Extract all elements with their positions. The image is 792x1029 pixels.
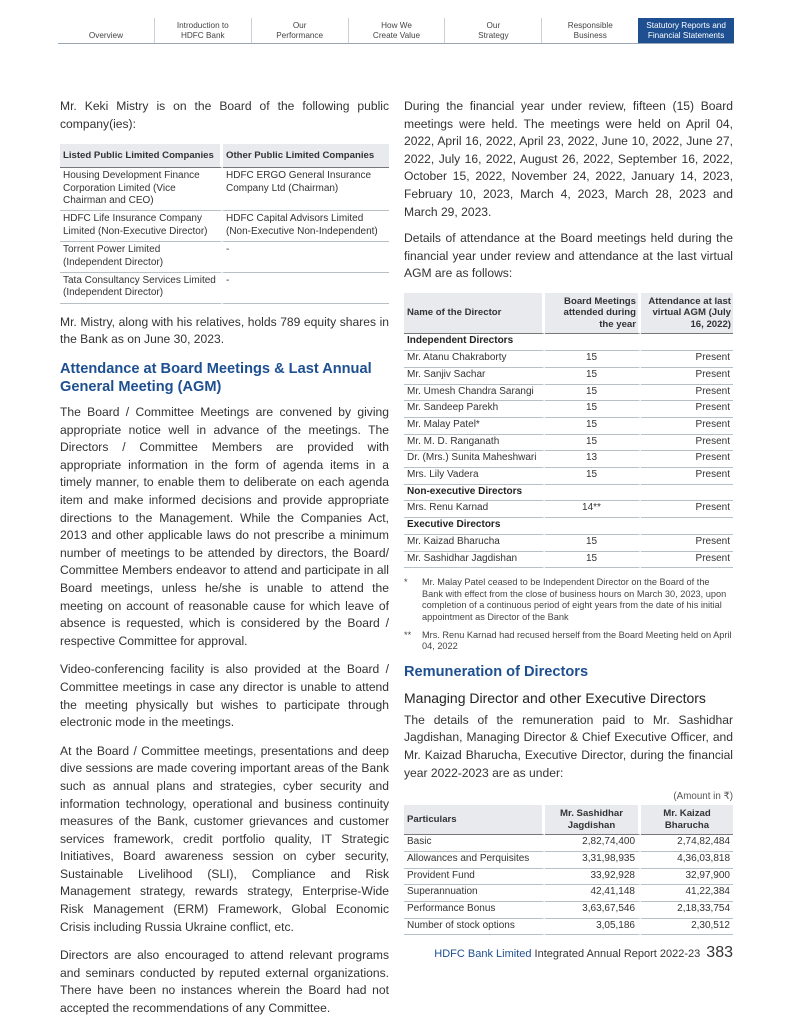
- director-name: Mrs. Renu Karnad: [404, 501, 545, 518]
- particular-label: Allowances and Perquisites: [404, 852, 545, 869]
- group-label: Executive Directors: [404, 518, 545, 535]
- table-cell: -: [223, 273, 389, 304]
- empty-cell: [641, 334, 733, 351]
- table-row: [60, 211, 389, 242]
- agm-attendance: Present: [641, 368, 733, 385]
- table-cell: Torrent Power Limited (Independent Director): [60, 242, 223, 273]
- section-heading: Attendance at Board Meetings & Last Annual General Meeting (AGM): [60, 361, 372, 396]
- table-row: [404, 451, 733, 468]
- table-header: Mr. Sashidhar Jagdishan: [545, 805, 641, 835]
- footnotes: [404, 577, 733, 653]
- table-cell: Housing Development Finance Corporation Limited (Vice Chairman and CEO): [60, 168, 223, 211]
- shares-paragraph: Mr. Mistry, along with his relatives, holds 789 equity shares in the Bank as on June 30, 2023.: [60, 314, 389, 347]
- amount-cell: 4,36,03,818: [641, 852, 733, 869]
- agm-attendance: Present: [641, 385, 733, 402]
- footer-brand: HDFC Bank Limited: [434, 948, 532, 960]
- amount-cell: 3,63,67,546: [545, 902, 641, 919]
- footnote-mark: *: [404, 577, 408, 588]
- empty-cell: [545, 518, 641, 535]
- amount-note: (Amount in ₹): [673, 791, 733, 803]
- meetings-count: 15: [545, 435, 641, 452]
- particular-label: Performance Bonus: [404, 902, 545, 919]
- body-paragraph: Directors are also encouraged to attend relevant programs and seminars conducted by reputed external organizations. There have been no instances wherein the Board had not accepted the recommendations of any Committee.: [60, 948, 389, 1016]
- tab-create-value[interactable]: How We Create Value: [348, 18, 445, 43]
- table-row: [404, 418, 733, 435]
- meetings-count: 14**: [545, 501, 641, 518]
- meetings-count: 15: [545, 468, 641, 485]
- sub-heading: Managing Director and other Executive Directors: [404, 689, 706, 706]
- table-header: Mr. Kaizad Bharucha: [641, 805, 733, 835]
- intro-paragraph: Mr. Keki Mistry is on the Board of the following public company(ies):: [60, 99, 389, 131]
- director-name: Mr. M. D. Ranganath: [404, 435, 545, 452]
- director-name: Mrs. Lily Vadera: [404, 468, 545, 485]
- table-cell: HDFC Capital Advisors Limited (Non-Executive Non-Independent): [223, 211, 389, 242]
- particular-label: Provident Fund: [404, 869, 545, 886]
- table-row: [404, 835, 733, 852]
- table-header: Listed Public Limited Companies: [60, 144, 223, 168]
- particular-label: Superannuation: [404, 885, 545, 902]
- particular-label: Number of stock options: [404, 919, 545, 936]
- table-row: [404, 368, 733, 385]
- amount-cell: 2,74,82,484: [641, 835, 733, 852]
- meetings-count: 15: [545, 535, 641, 552]
- amount-cell: 41,22,384: [641, 885, 733, 902]
- table-row: [404, 501, 733, 518]
- amount-cell: 32,97,900: [641, 869, 733, 886]
- table-row: [60, 273, 389, 304]
- tab-overview[interactable]: Overview: [88, 31, 123, 40]
- empty-cell: [545, 334, 641, 351]
- amount-cell: 2,30,512: [641, 919, 733, 936]
- body-paragraph: Video-conferencing facility is also provided at the Board / Committee meetings in case any director is unable to attend the meeting physically but wishes to participate through electronic mode in the meetings.: [60, 662, 389, 730]
- table-row: [404, 535, 733, 552]
- agm-attendance: Present: [641, 401, 733, 418]
- table-row: [404, 919, 733, 936]
- table-header: Attendance at last virtual AGM (July 16, 2022): [641, 293, 733, 335]
- amount-cell: 3,05,186: [545, 919, 641, 936]
- section-nav: [58, 18, 734, 44]
- amount-cell: 2,82,74,400: [545, 835, 641, 852]
- director-name: Mr. Sanjiv Sachar: [404, 368, 545, 385]
- director-name: Mr. Atanu Chakraborty: [404, 351, 545, 368]
- footer-report: Integrated Annual Report 2022-23: [531, 948, 701, 960]
- table-row: [404, 351, 733, 368]
- agm-attendance: Present: [641, 535, 733, 552]
- agm-attendance: Present: [641, 468, 733, 485]
- amount-cell: 42,41,148: [545, 885, 641, 902]
- tab-responsible-business[interactable]: Responsible Business: [541, 18, 638, 43]
- agm-attendance: Present: [641, 501, 733, 518]
- agm-attendance: Present: [641, 451, 733, 468]
- tab-statutory-reports[interactable]: Statutory Reports and Financial Statements: [638, 18, 734, 43]
- table-row: [404, 552, 733, 569]
- agm-attendance: Present: [641, 435, 733, 452]
- companies-table: [60, 144, 389, 304]
- footnote: [404, 577, 733, 623]
- director-name: Mr. Umesh Chandra Sarangi: [404, 385, 545, 402]
- table-cell: HDFC Life Insurance Company Limited (Non-Executive Director): [60, 211, 223, 242]
- empty-cell: [641, 518, 733, 535]
- footnote-text: Mr. Malay Patel ceased to be Independent Director on the Board of the Bank with effect from the close of business hours on March 30, 2023, upon completion of a continuous period of eight years from the date of his initial appointment as Director of the Bank: [422, 577, 727, 623]
- meetings-paragraph: During the financial year under review, fifteen (15) Board meetings were held. The meetings were held on April 04, 2022, April 16, 2022, April 23, 2022, June 10, 2022, June 27, 2022, July 16, 2022, August 26, 2022, September 16, 2022, October 15, 2022, November 24, 2022, January 14, 2023, February 10, 2023, March 4, 2023, March 28, 2023 and March 29, 2023.: [404, 99, 733, 219]
- meetings-count: 15: [545, 418, 641, 435]
- table-row: [60, 242, 389, 273]
- page-footer: [434, 944, 733, 962]
- particular-label: Basic: [404, 835, 545, 852]
- table-row: [404, 885, 733, 902]
- agm-attendance: Present: [641, 418, 733, 435]
- tab-strategy[interactable]: Our Strategy: [444, 18, 541, 43]
- group-label: Independent Directors: [404, 334, 545, 351]
- amount-cell: 3,31,98,935: [545, 852, 641, 869]
- table-row: [404, 385, 733, 402]
- meetings-count: 15: [545, 552, 641, 569]
- page-number: 383: [706, 944, 733, 961]
- body-paragraph: The Board / Committee Meetings are convened by giving appropriate notice well in advance of the meetings. The Directors / Committee Members are provided with appropriate information in the form of agenda items in a timely manner, to enable them to deliberate on each agenda item and make informed decisions and provide appropriate directions to the Management. While the Companies Act, 2013 and other applicable laws do not prescribe a minimum number of meetings to be attended by directors, the Board/ Committee Members endeavor to attend and participate in all Board meetings, unless he/she is unable to attend the meeting on account of reasonable cause for which leave of absence is requested, which is considered by the Board / respective Committee for approval.: [60, 405, 389, 648]
- remuneration-table: [404, 805, 733, 935]
- director-name: Mr. Sashidhar Jagdishan: [404, 552, 545, 569]
- right-column: [404, 98, 733, 935]
- table-cell: HDFC ERGO General Insurance Company Ltd (Chairman): [223, 168, 389, 211]
- table-row: [404, 435, 733, 452]
- attendance-intro: Details of attendance at the Board meetings held during the financial year under review and attendance at the last virtual AGM are as follows:: [404, 231, 733, 281]
- table-row: [404, 852, 733, 869]
- table-cell: -: [223, 242, 389, 273]
- table-header: Board Meetings attended during the year: [545, 293, 641, 335]
- table-row: [404, 401, 733, 418]
- meetings-count: 13: [545, 451, 641, 468]
- meetings-count: 15: [545, 401, 641, 418]
- table-cell: Tata Consultancy Services Limited (Independent Director): [60, 273, 223, 304]
- left-column: [60, 98, 389, 1029]
- empty-cell: [545, 485, 641, 502]
- footnote: [404, 630, 733, 653]
- tab-introduction[interactable]: Introduction to HDFC Bank: [154, 18, 251, 43]
- table-header: Particulars: [404, 805, 545, 835]
- meetings-count: 15: [545, 368, 641, 385]
- tab-performance[interactable]: Our Performance: [251, 18, 348, 43]
- director-name: Mr. Sandeep Parekh: [404, 401, 545, 418]
- group-row: [404, 334, 733, 351]
- table-header: Name of the Director: [404, 293, 545, 335]
- director-name: Dr. (Mrs.) Sunita Maheshwari: [404, 451, 545, 468]
- table-row: [60, 168, 389, 211]
- agm-attendance: Present: [641, 552, 733, 569]
- table-row: [404, 902, 733, 919]
- body-paragraph: At the Board / Committee meetings, presentations and deep dive sessions are made covering important areas of the Bank such as annual plans and strategies, cyber security and information technology, operational and business continuity measures of the Bank, customer grievances and customer services framework, credit portfolio quality, IT Strategic Initiatives, Board awareness session on cyber security, Sustainable Livelihood (SLI), Compliance and Risk Management strategy, rewards strategy, Enterprise-Wide Risk Management (ERM) Framework, Global Economic Crisis including Russia Ukraine conflict, etc.: [60, 743, 389, 934]
- section-heading: Remuneration of Directors: [404, 663, 589, 680]
- table-row: [404, 869, 733, 886]
- agm-attendance: Present: [641, 351, 733, 368]
- amount-cell: 33,92,928: [545, 869, 641, 886]
- attendance-table: [404, 293, 733, 568]
- director-name: Mr. Kaizad Bharucha: [404, 535, 545, 552]
- table-row: [404, 468, 733, 485]
- remuneration-paragraph: The details of the remuneration paid to Mr. Sashidhar Jagdishan, Managing Director & Chief Executive Officer, and Mr. Kaizad Bharucha, Executive Director, during the financial year 2022-2023 are as under:: [404, 712, 733, 780]
- footnote-mark: **: [404, 629, 412, 640]
- group-label: Non-executive Directors: [404, 485, 545, 502]
- empty-cell: [641, 485, 733, 502]
- meetings-count: 15: [545, 385, 641, 402]
- footnote-text: Mrs. Renu Karnad had recused herself from the Board Meeting held on April 04, 2022: [422, 629, 732, 652]
- table-header: Other Public Limited Companies: [223, 144, 389, 168]
- group-row: [404, 485, 733, 502]
- group-row: [404, 518, 733, 535]
- meetings-count: 15: [545, 351, 641, 368]
- director-name: Mr. Malay Patel*: [404, 418, 545, 435]
- amount-cell: 2,18,33,754: [641, 902, 733, 919]
